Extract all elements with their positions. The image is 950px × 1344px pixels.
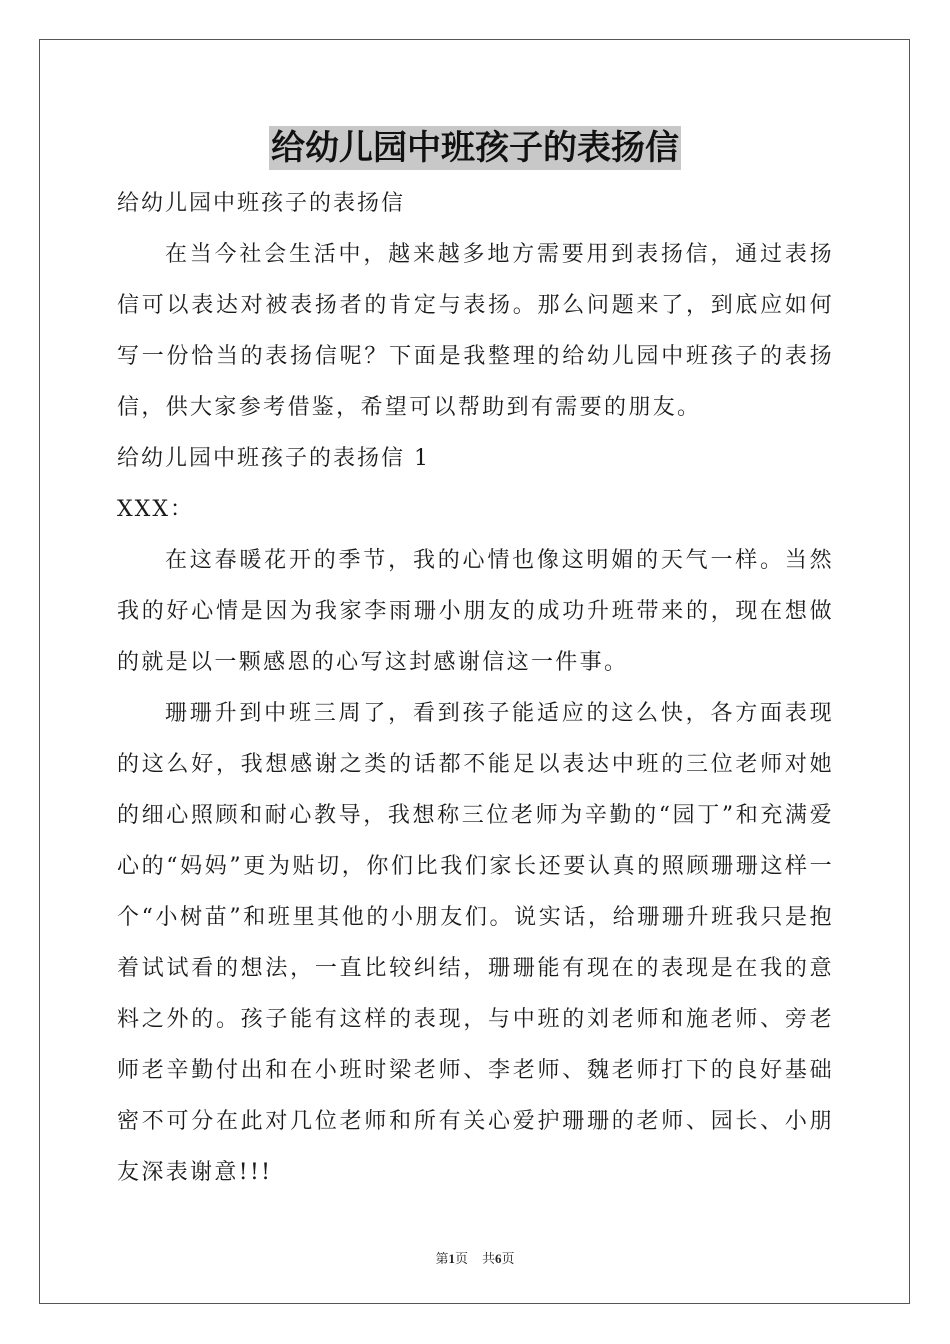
body-paragraph-2: 珊珊升到中班三周了，看到孩子能适应的这么快，各方面表现的这么好，我想感谢之类的话都不能足以表达中班的三位老师对她的细心照顾和耐心教导，我想称三位老师为辛勤的“园丁”和充满爱心的“妈妈”更为贴切，你们比我们家长还要认真的照顾珊珊这样一个“小树苗”和班里其他的小朋友们。说实话，给珊珊升班我只是抱着试试看的想法，一直比较纠结，珊珊能有现在的表现是在我的意料之外的。孩子能有这样的表现，与中班的刘老师和施老师、旁老师老辛勤付出和在小班时梁老师、李老师、魏老师打下的良好基础密不可分在此对几位老师和所有关心爱护珊珊的老师、园长、小朋友深表谢意!!! [117,701,834,1185]
page-current: 1 [448,1251,455,1266]
page-prefix: 第 [435,1251,449,1266]
document-body [117,178,834,1198]
document-subtitle: 给幼儿园中班孩子的表扬信 [117,191,406,216]
page-title: 给幼儿园中班孩子的表扬信 [271,128,679,168]
total-suffix: 页 [501,1251,515,1266]
total-prefix: 共 [482,1251,496,1266]
salutation: XXX： [117,497,194,522]
page-footer [0,1248,950,1267]
page-total: 6 [495,1251,502,1266]
title-container [0,126,950,170]
section-heading: 给幼儿园中班孩子的表扬信 1 [117,446,430,471]
intro-paragraph: 在当今社会生活中，越来越多地方需要用到表扬信，通过表扬信可以表达对被表扬者的肯定与表扬。那么问题来了，到底应如何写一份恰当的表扬信呢？下面是我整理的给幼儿园中班孩子的表扬信，供大家参考借鉴，希望可以帮助到有需要的朋友。 [117,242,834,420]
page-suffix: 页 [454,1251,468,1266]
body-paragraph-1: 在这春暖花开的季节，我的心情也像这明媚的天气一样。当然我的好心情是因为我家李雨珊小朋友的成功升班带来的，现在想做的就是以一颗感恩的心写这封感谢信这一件事。 [117,548,834,675]
